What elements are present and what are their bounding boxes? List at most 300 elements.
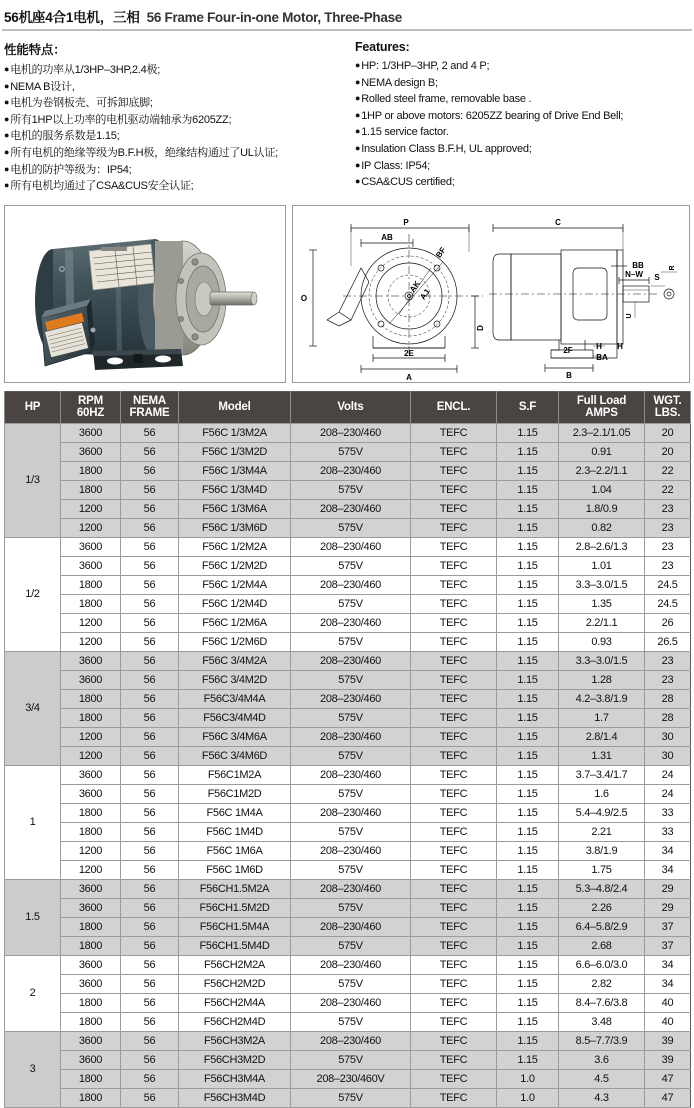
table-row [5, 480, 691, 499]
cell-sf: 1.15 [497, 822, 559, 841]
table-row [5, 1069, 691, 1088]
cell-frame: 56 [121, 1069, 179, 1088]
cell-volts: 208–230/460V [291, 1069, 411, 1088]
cell-weight: 23 [645, 537, 691, 556]
cell-model: F56CH3M4A [179, 1069, 291, 1088]
cell-weight: 24.5 [645, 594, 691, 613]
col-header-model-l1: Model [218, 401, 251, 413]
cell-rpm: 1800 [61, 822, 121, 841]
cell-amps: 4.3 [559, 1088, 645, 1107]
cell-volts: 208–230/460 [291, 993, 411, 1012]
dim-label-BB: BB [632, 260, 644, 270]
cell-frame: 56 [121, 442, 179, 461]
cell-frame: 56 [121, 423, 179, 442]
cell-amps: 1.7 [559, 708, 645, 727]
page-title [0, 0, 694, 29]
cell-frame: 56 [121, 518, 179, 537]
cell-model: F56CH1.5M4A [179, 917, 291, 936]
table-row [5, 879, 691, 898]
table-row [5, 651, 691, 670]
cell-amps: 5.3–4.8/2.4 [559, 879, 645, 898]
table-row [5, 632, 691, 651]
dim-label-2F: 2F [563, 345, 573, 355]
cell-rpm: 1800 [61, 1012, 121, 1031]
cell-rpm: 1800 [61, 461, 121, 480]
cell-sf: 1.15 [497, 936, 559, 955]
cell-weight: 23 [645, 670, 691, 689]
cell-volts: 575V [291, 746, 411, 765]
cell-model: F56C1M2A [179, 765, 291, 784]
cell-sf: 1.15 [497, 746, 559, 765]
cell-weight: 24 [645, 765, 691, 784]
cell-sf: 1.15 [497, 613, 559, 632]
dim-label-H1: H [596, 341, 602, 351]
dim-label-BA: BA [596, 352, 608, 362]
cell-encl: TEFC [411, 746, 497, 765]
cell-encl: TEFC [411, 708, 497, 727]
cell-sf: 1.15 [497, 423, 559, 442]
col-header-nema-frame [121, 391, 179, 423]
cell-encl: TEFC [411, 917, 497, 936]
col-header-wgt-l2: LBS. [654, 407, 681, 420]
cell-model: F56CH3M2A [179, 1031, 291, 1050]
cell-frame: 56 [121, 708, 179, 727]
col-header-amps-l1: Full Load [576, 394, 627, 407]
cell-weight: 24.5 [645, 575, 691, 594]
cell-weight: 20 [645, 442, 691, 461]
cell-hp: 2 [5, 955, 61, 1031]
col-header-full-load-amps [559, 391, 645, 423]
feature-text: HP: 1/3HP–3HP, 2 and 4 P; [361, 60, 490, 72]
cell-encl: TEFC [411, 461, 497, 480]
bullet-icon: ● [355, 60, 361, 70]
cell-frame: 56 [121, 1088, 179, 1107]
cell-model: F56CH2M4D [179, 1012, 291, 1031]
cell-frame: 56 [121, 746, 179, 765]
cell-model: F56C 3/4M6A [179, 727, 291, 746]
col-header-volts-l1: Volts [337, 401, 364, 413]
cell-volts: 575V [291, 632, 411, 651]
dim-label-B: B [566, 370, 572, 380]
cell-weight: 28 [645, 708, 691, 727]
dim-label-P: P [403, 217, 409, 227]
cell-amps: 2.26 [559, 898, 645, 917]
cell-sf: 1.15 [497, 575, 559, 594]
cell-encl: TEFC [411, 480, 497, 499]
cell-rpm: 3600 [61, 442, 121, 461]
cell-encl: TEFC [411, 860, 497, 879]
cell-rpm: 3600 [61, 784, 121, 803]
cell-amps: 1.6 [559, 784, 645, 803]
cell-weight: 34 [645, 860, 691, 879]
cell-rpm: 3600 [61, 955, 121, 974]
cell-encl: TEFC [411, 594, 497, 613]
cell-frame: 56 [121, 917, 179, 936]
cell-rpm: 1200 [61, 727, 121, 746]
cell-rpm: 1800 [61, 689, 121, 708]
cell-model: F56C 1/2M4A [179, 575, 291, 594]
col-header-model [179, 391, 291, 423]
cell-weight: 34 [645, 955, 691, 974]
cell-amps: 2.3–2.1/1.05 [559, 423, 645, 442]
cell-sf: 1.15 [497, 537, 559, 556]
features-chinese-column [4, 40, 347, 195]
bullet-icon: ● [4, 64, 10, 74]
cell-volts: 575V [291, 1012, 411, 1031]
feature-text: NEMA design B; [361, 76, 438, 89]
cell-hp: 1 [5, 765, 61, 879]
cell-frame: 56 [121, 955, 179, 974]
table-row [5, 1031, 691, 1050]
cell-amps: 0.93 [559, 632, 645, 651]
cell-rpm: 1200 [61, 499, 121, 518]
bullet-icon: ● [4, 130, 10, 141]
cell-weight: 28 [645, 689, 691, 708]
cell-model: F56C 1/3M4D [179, 480, 291, 499]
dim-label-C: C [555, 217, 561, 227]
cell-volts: 208–230/460 [291, 879, 411, 898]
cell-encl: TEFC [411, 765, 497, 784]
feature-text: 所有电机的绝缘等级为B.F.H极，绝缘结构通过了UL认证; [10, 146, 278, 159]
table-row [5, 556, 691, 575]
cell-sf: 1.0 [497, 1069, 559, 1088]
list-item [355, 174, 690, 191]
cell-rpm: 3600 [61, 898, 121, 917]
cell-model: F56C3/4M4D [179, 708, 291, 727]
spec-table-wrap [0, 387, 694, 1108]
bullet-icon: ● [4, 163, 10, 174]
dim-label-2E: 2E [404, 348, 414, 358]
cell-volts: 575V [291, 898, 411, 917]
cell-volts: 575V [291, 708, 411, 727]
cell-rpm: 1800 [61, 1069, 121, 1088]
table-row [5, 461, 691, 480]
cell-encl: TEFC [411, 499, 497, 518]
cell-weight: 34 [645, 841, 691, 860]
dim-label-A: A [406, 372, 412, 382]
cell-encl: TEFC [411, 898, 497, 917]
table-row [5, 803, 691, 822]
cell-model: F56C 1M4A [179, 803, 291, 822]
cell-sf: 1.15 [497, 442, 559, 461]
cell-amps: 2.82 [559, 974, 645, 993]
cell-amps: 6.4–5.8/2.9 [559, 917, 645, 936]
cell-rpm: 1200 [61, 860, 121, 879]
dim-label-D: D [476, 324, 485, 331]
bullet-icon: ● [4, 146, 10, 157]
list-item [355, 58, 690, 75]
feature-text: 1.15 service factor. [361, 126, 449, 139]
list-item [355, 75, 690, 92]
feature-text: Insulation Class B.F.H, UL approved; [361, 142, 532, 155]
list-item [355, 124, 690, 141]
col-header-hp [5, 391, 61, 423]
table-row [5, 765, 691, 784]
cell-volts: 575V [291, 442, 411, 461]
cell-frame: 56 [121, 860, 179, 879]
list-item [4, 178, 347, 195]
cell-sf: 1.15 [497, 993, 559, 1012]
cell-model: F56C 1M4D [179, 822, 291, 841]
col-header-rpm-l1: RPM [78, 394, 103, 407]
cell-encl: TEFC [411, 784, 497, 803]
cell-amps: 2.8–2.6/1.3 [559, 537, 645, 556]
table-row [5, 746, 691, 765]
cell-volts: 575V [291, 974, 411, 993]
cell-sf: 1.15 [497, 917, 559, 936]
cell-weight: 34 [645, 974, 691, 993]
dim-label-R: R [669, 265, 676, 271]
cell-volts: 208–230/460 [291, 841, 411, 860]
cell-weight: 37 [645, 917, 691, 936]
dim-label-BF: BF [434, 245, 448, 260]
table-row [5, 1012, 691, 1031]
cell-frame: 56 [121, 841, 179, 860]
cell-encl: TEFC [411, 1069, 497, 1088]
list-item [4, 112, 347, 129]
cell-encl: TEFC [411, 651, 497, 670]
table-row [5, 499, 691, 518]
cell-encl: TEFC [411, 841, 497, 860]
cell-rpm: 1800 [61, 936, 121, 955]
cell-model: F56C 3/4M2A [179, 651, 291, 670]
cell-volts: 575V [291, 784, 411, 803]
cell-amps: 2.68 [559, 936, 645, 955]
col-header-wgt-l1: WGT. [653, 394, 682, 407]
cell-rpm: 1200 [61, 632, 121, 651]
cell-volts: 208–230/460 [291, 651, 411, 670]
table-row [5, 993, 691, 1012]
cell-frame: 56 [121, 974, 179, 993]
cell-amps: 8.5–7.7/3.9 [559, 1031, 645, 1050]
cell-amps: 3.48 [559, 1012, 645, 1031]
col-header-amps-l2: AMPS [585, 407, 618, 420]
motor-photo [4, 205, 286, 383]
cell-volts: 208–230/460 [291, 537, 411, 556]
cell-weight: 23 [645, 556, 691, 575]
features-section [0, 31, 694, 199]
cell-weight: 23 [645, 518, 691, 537]
cell-rpm: 1800 [61, 993, 121, 1012]
list-item [4, 79, 347, 96]
features-english-heading: Features: [355, 40, 410, 54]
cell-sf: 1.15 [497, 784, 559, 803]
feature-text: 电机的功率从1/3HP–3HP,2.4极; [10, 64, 161, 76]
bullet-icon: ● [355, 93, 361, 104]
dim-label-O: O [300, 293, 308, 303]
cell-sf: 1.0 [497, 1088, 559, 1107]
cell-volts: 575V [291, 670, 411, 689]
cell-amps: 3.6 [559, 1050, 645, 1069]
cell-weight: 20 [645, 423, 691, 442]
feature-text: 电机的服务系数是1.15; [10, 130, 120, 143]
bullet-icon: ● [355, 126, 361, 137]
col-header-encl [411, 391, 497, 423]
cell-hp: 1/3 [5, 423, 61, 537]
col-header-encl-l1: ENCL. [436, 401, 471, 413]
cell-weight: 30 [645, 727, 691, 746]
feature-text: 1HP or above motors: 6205ZZ bearing of Drive End Bell; [361, 109, 624, 122]
cell-frame: 56 [121, 651, 179, 670]
cell-volts: 575V [291, 1088, 411, 1107]
table-row [5, 518, 691, 537]
table-row [5, 575, 691, 594]
table-row [5, 1088, 691, 1107]
dim-label-AB: AB [381, 232, 393, 242]
cell-rpm: 1800 [61, 917, 121, 936]
cell-model: F56C 1/3M4A [179, 461, 291, 480]
cell-weight: 39 [645, 1031, 691, 1050]
cell-volts: 208–230/460 [291, 461, 411, 480]
features-english-list [355, 58, 690, 191]
feature-text: Rolled steel frame, removable base . [361, 93, 532, 106]
cell-amps: 0.82 [559, 518, 645, 537]
cell-sf: 1.15 [497, 518, 559, 537]
cell-encl: TEFC [411, 537, 497, 556]
cell-encl: TEFC [411, 822, 497, 841]
cell-sf: 1.15 [497, 480, 559, 499]
cell-encl: TEFC [411, 670, 497, 689]
cell-model: F56C 3/4M6D [179, 746, 291, 765]
cell-sf: 1.15 [497, 556, 559, 575]
cell-model: F56C3/4M4A [179, 689, 291, 708]
cell-amps: 1.04 [559, 480, 645, 499]
features-chinese-list [4, 62, 347, 195]
cell-volts: 208–230/460 [291, 803, 411, 822]
cell-frame: 56 [121, 689, 179, 708]
cell-amps: 1.8/0.9 [559, 499, 645, 518]
cell-frame: 56 [121, 632, 179, 651]
table-row [5, 955, 691, 974]
col-header-weight [645, 391, 691, 423]
cell-amps: 2.3–2.2/1.1 [559, 461, 645, 480]
cell-frame: 56 [121, 879, 179, 898]
table-row [5, 442, 691, 461]
dim-label-N-W: N–W [625, 269, 643, 279]
cell-amps: 5.4–4.9/2.5 [559, 803, 645, 822]
cell-weight: 47 [645, 1088, 691, 1107]
cell-volts: 208–230/460 [291, 955, 411, 974]
cell-sf: 1.15 [497, 1031, 559, 1050]
cell-encl: TEFC [411, 632, 497, 651]
cell-encl: TEFC [411, 955, 497, 974]
cell-weight: 40 [645, 1012, 691, 1031]
cell-volts: 208–230/460 [291, 613, 411, 632]
cell-sf: 1.15 [497, 689, 559, 708]
cell-weight: 24 [645, 784, 691, 803]
cell-sf: 1.15 [497, 499, 559, 518]
cell-volts: 575V [291, 556, 411, 575]
cell-rpm: 1800 [61, 1088, 121, 1107]
cell-encl: TEFC [411, 993, 497, 1012]
cell-weight: 23 [645, 499, 691, 518]
table-row [5, 860, 691, 879]
cell-amps: 4.5 [559, 1069, 645, 1088]
cell-volts: 208–230/460 [291, 917, 411, 936]
cell-model: F56C 1M6D [179, 860, 291, 879]
cell-volts: 575V [291, 518, 411, 537]
cell-weight: 26 [645, 613, 691, 632]
cell-rpm: 1800 [61, 594, 121, 613]
cell-encl: TEFC [411, 803, 497, 822]
cell-volts: 575V [291, 480, 411, 499]
bullet-icon: ● [355, 176, 361, 187]
cell-encl: TEFC [411, 1031, 497, 1050]
cell-encl: TEFC [411, 936, 497, 955]
cell-weight: 47 [645, 1069, 691, 1088]
dim-label-U: U [626, 313, 633, 319]
cell-amps: 1.31 [559, 746, 645, 765]
feature-text: NEMA B设计, [10, 80, 75, 93]
features-english-column [347, 40, 690, 195]
cell-encl: TEFC [411, 974, 497, 993]
cell-sf: 1.15 [497, 1050, 559, 1069]
cell-hp: 1.5 [5, 879, 61, 955]
cell-rpm: 3600 [61, 670, 121, 689]
cell-sf: 1.15 [497, 841, 559, 860]
cell-frame: 56 [121, 765, 179, 784]
cell-sf: 1.15 [497, 1012, 559, 1031]
cell-frame: 56 [121, 936, 179, 955]
cell-rpm: 1200 [61, 518, 121, 537]
table-row [5, 708, 691, 727]
list-item [355, 158, 690, 175]
cell-weight: 40 [645, 993, 691, 1012]
table-row [5, 537, 691, 556]
table-row [5, 936, 691, 955]
cell-sf: 1.15 [497, 860, 559, 879]
table-row [5, 670, 691, 689]
cell-model: F56C 1/3M6A [179, 499, 291, 518]
list-item [4, 162, 347, 179]
features-chinese-heading: 性能特点： [4, 43, 66, 57]
cell-weight: 30 [645, 746, 691, 765]
cell-frame: 56 [121, 480, 179, 499]
cell-hp: 3 [5, 1031, 61, 1107]
col-header-rpm-l2: 60HZ [76, 407, 105, 420]
cell-rpm: 1800 [61, 480, 121, 499]
col-header-rpm [61, 391, 121, 423]
cell-volts: 575V [291, 936, 411, 955]
cell-weight: 33 [645, 803, 691, 822]
cell-encl: TEFC [411, 689, 497, 708]
feature-text: 电机为卷钢板壳、可拆卸底脚; [10, 97, 153, 110]
col-header-nema-l1: NEMA [132, 394, 167, 407]
cell-weight: 22 [645, 461, 691, 480]
cell-frame: 56 [121, 1050, 179, 1069]
cell-amps: 3.3–3.0/1.5 [559, 651, 645, 670]
table-row [5, 917, 691, 936]
cell-rpm: 3600 [61, 651, 121, 670]
dim-label-S: S [654, 272, 660, 282]
cell-amps: 1.75 [559, 860, 645, 879]
cell-frame: 56 [121, 461, 179, 480]
list-item [355, 141, 690, 158]
cell-rpm: 3600 [61, 556, 121, 575]
cell-model: F56C 1/2M2A [179, 537, 291, 556]
cell-frame: 56 [121, 499, 179, 518]
table-row [5, 613, 691, 632]
cell-frame: 56 [121, 822, 179, 841]
cell-weight: 26.5 [645, 632, 691, 651]
cell-volts: 208–230/460 [291, 1031, 411, 1050]
cell-rpm: 1800 [61, 803, 121, 822]
cell-encl: TEFC [411, 556, 497, 575]
cell-volts: 208–230/460 [291, 575, 411, 594]
cell-frame: 56 [121, 1012, 179, 1031]
bullet-icon: ● [4, 97, 10, 108]
cell-model: F56C1M2D [179, 784, 291, 803]
